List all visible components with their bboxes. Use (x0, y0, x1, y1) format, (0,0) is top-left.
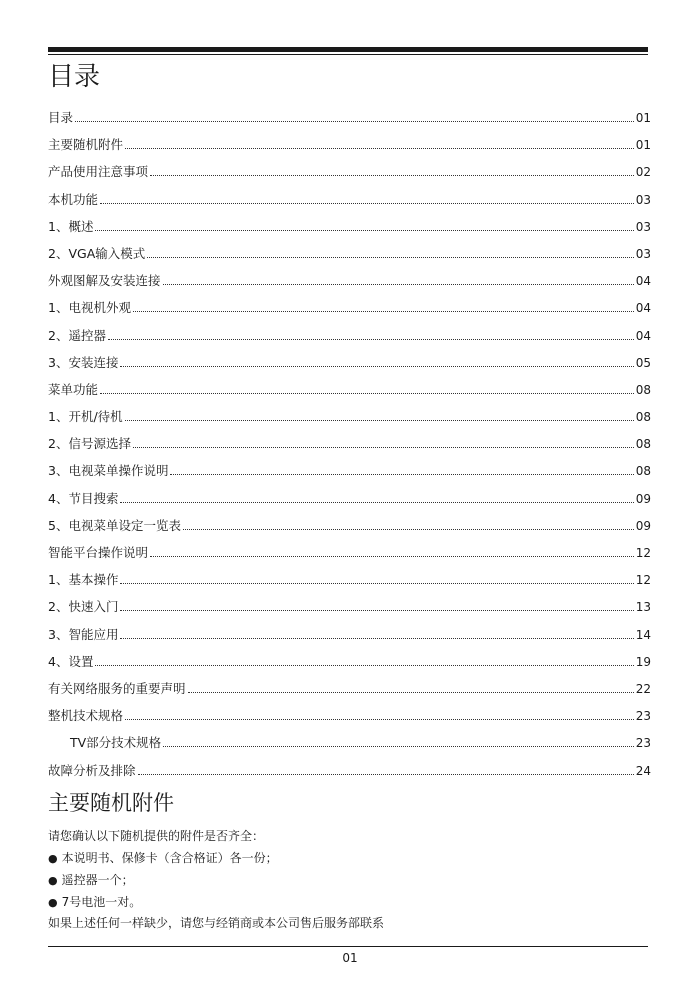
toc-leader-dots (120, 609, 633, 611)
toc-entry-page: 08 (635, 410, 651, 425)
toc-entry-page: 09 (635, 518, 651, 533)
toc-entry-page: 22 (635, 681, 651, 696)
toc-entry[interactable] (48, 349, 651, 371)
toc-entry-label: 4、节目搜索 (48, 490, 119, 506)
toc-entry-label: 5、电视菜单设定一览表 (48, 517, 181, 533)
accessory-item (48, 894, 648, 911)
toc-title: 目录 (48, 62, 101, 92)
accessories-title: 主要随机附件 (48, 791, 174, 815)
toc-entry[interactable] (48, 213, 651, 235)
toc-entry-page: 12 (635, 546, 651, 560)
toc-entry[interactable] (48, 158, 651, 180)
toc-leader-dots (163, 283, 634, 285)
bullet-dot-icon: ● (48, 896, 58, 909)
header-rule-thin (48, 54, 648, 55)
toc-entry-page: 02 (635, 165, 651, 180)
toc-entry-label: 2、信号源选择 (48, 436, 131, 452)
toc-entry-page: 24 (635, 763, 651, 778)
toc-entry-page: 08 (635, 382, 651, 397)
toc-leader-dots (150, 555, 634, 557)
toc-entry-label: 主要随机附件 (48, 137, 124, 153)
toc-entry[interactable] (48, 757, 651, 779)
toc-leader-dots (150, 174, 634, 176)
toc-leader-dots (120, 501, 633, 503)
accessory-item-text: 遥控器一个； (61, 873, 134, 887)
accessory-item-text: 7号电池一对。 (61, 895, 142, 909)
toc-list (48, 104, 651, 784)
toc-leader-dots (133, 310, 634, 312)
accessory-item (48, 850, 648, 867)
toc-entry-label: 目录 (48, 110, 74, 125)
toc-leader-dots (188, 691, 634, 693)
toc-entry-page: 04 (635, 274, 651, 289)
toc-entry[interactable] (48, 648, 651, 670)
toc-entry[interactable] (48, 675, 651, 697)
toc-entry-label: 3、电视菜单操作说明 (48, 463, 169, 479)
toc-entry-label: 2、遥控器 (48, 327, 106, 343)
toc-leader-dots (125, 718, 634, 720)
toc-entry-page: 08 (635, 464, 651, 479)
toc-entry-label: 2、快速入门 (48, 599, 119, 615)
toc-entry-label: 2、VGA输入模式 (48, 245, 146, 261)
toc-entry-page: 01 (635, 138, 651, 153)
accessories-note: 如果上述任何一样缺少，请您与经销商或本公司售后服务部联系 (48, 916, 385, 930)
toc-entry-label: 外观图解及安装连接 (48, 273, 161, 289)
toc-entry-label: 1、基本操作 (48, 572, 119, 588)
toc-entry-page: 23 (635, 709, 651, 724)
toc-entry-page: 14 (635, 627, 651, 642)
toc-entry-page: 23 (635, 736, 651, 751)
toc-entry[interactable] (48, 539, 651, 561)
toc-entry[interactable] (48, 729, 651, 751)
toc-entry[interactable] (48, 621, 651, 643)
toc-entry-page: 03 (635, 192, 651, 207)
bullet-dot-icon: ● (48, 852, 58, 865)
toc-entry-page: 13 (635, 600, 651, 615)
toc-leader-dots (138, 773, 634, 775)
toc-leader-dots (120, 365, 633, 367)
toc-entry-page: 12 (635, 573, 651, 588)
toc-leader-dots (95, 664, 633, 666)
toc-entry-label: TV部分技术规格 (70, 735, 162, 751)
toc-leader-dots (100, 392, 634, 394)
accessory-item-text: 本说明书、保修卡（含合格证）各一份； (61, 851, 278, 865)
toc-entry-label: 整机技术规格 (48, 708, 124, 724)
toc-entry-page: 04 (635, 301, 651, 316)
toc-leader-dots (108, 338, 634, 340)
toc-entry[interactable] (48, 240, 651, 262)
toc-leader-dots (125, 147, 634, 149)
toc-entry-label: 本机功能 (48, 191, 99, 207)
toc-leader-dots (125, 419, 634, 421)
toc-entry-page: 01 (635, 111, 651, 125)
toc-entry[interactable] (48, 131, 651, 153)
toc-leader-dots (75, 120, 634, 122)
toc-entry[interactable] (48, 485, 651, 507)
toc-entry[interactable] (48, 566, 651, 588)
toc-entry-label: 产品使用注意事项 (48, 164, 149, 180)
toc-entry-label: 智能平台操作说明 (48, 545, 149, 560)
toc-entry[interactable] (48, 512, 651, 534)
page-number: 01 (342, 951, 358, 965)
accessories-intro: 请您确认以下随机提供的附件是否齐全： (48, 829, 265, 843)
toc-entry[interactable] (48, 457, 651, 479)
toc-leader-dots (100, 202, 634, 204)
toc-entry-page: 08 (635, 437, 651, 452)
toc-entry-label: 故障分析及排除 (48, 762, 136, 778)
toc-leader-dots (170, 473, 633, 475)
toc-entry[interactable] (48, 104, 651, 126)
toc-entry[interactable] (48, 376, 651, 398)
toc-leader-dots (147, 256, 633, 258)
toc-entry-label: 1、概述 (48, 218, 94, 234)
toc-entry[interactable] (48, 322, 651, 344)
toc-leader-dots (120, 637, 633, 639)
toc-entry[interactable] (48, 294, 651, 316)
toc-entry-label: 3、智能应用 (48, 626, 119, 642)
toc-leader-dots (120, 582, 633, 584)
toc-entry-label: 4、设置 (48, 653, 94, 669)
bullet-dot-icon: ● (48, 874, 58, 887)
toc-entry[interactable] (48, 267, 651, 289)
header-rule-thick (48, 47, 648, 52)
toc-entry-label: 3、安装连接 (48, 354, 119, 370)
toc-leader-dots (95, 229, 633, 231)
toc-entry[interactable] (48, 403, 651, 425)
accessory-item (48, 872, 648, 889)
toc-entry-page: 04 (635, 328, 651, 343)
toc-entry-page: 09 (635, 491, 651, 506)
toc-entry-label: 1、开机/待机 (48, 409, 123, 425)
toc-entry[interactable] (48, 430, 651, 452)
toc-leader-dots (183, 528, 634, 530)
footer-rule (48, 946, 648, 947)
toc-entry-label: 菜单功能 (48, 381, 99, 397)
toc-leader-dots (133, 446, 634, 448)
toc-entry-page: 19 (635, 654, 651, 669)
toc-entry[interactable] (48, 702, 651, 724)
toc-leader-dots (163, 745, 634, 747)
toc-entry-page: 03 (635, 246, 651, 261)
toc-entry-label: 1、电视机外观 (48, 300, 131, 316)
toc-entry-label: 有关网络服务的重要声明 (48, 680, 186, 696)
toc-entry[interactable] (48, 186, 651, 208)
toc-entry[interactable] (48, 593, 651, 615)
toc-entry-page: 03 (635, 219, 651, 234)
toc-entry-page: 05 (635, 355, 651, 370)
